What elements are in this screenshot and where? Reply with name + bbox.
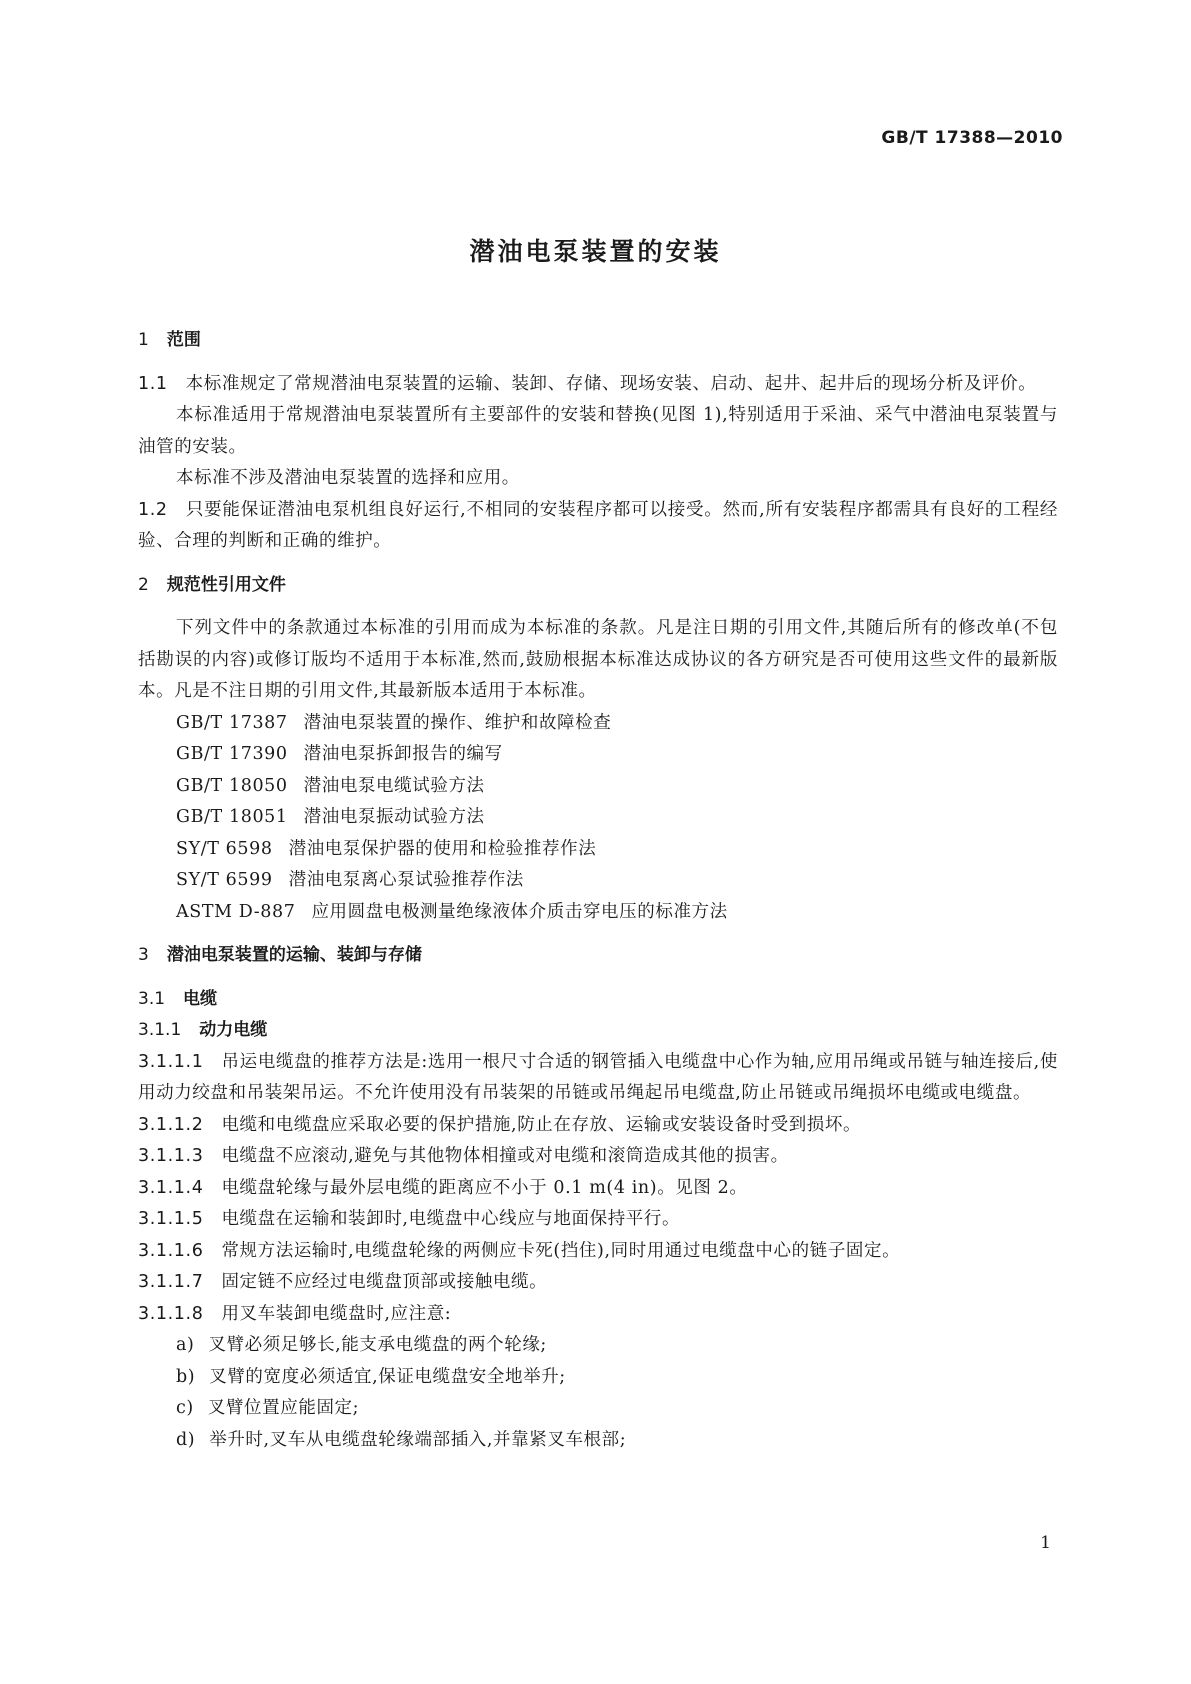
list-label: a): [176, 1335, 195, 1355]
document-title: 潜油电泵装置的安装: [469, 237, 722, 266]
list-label: c): [176, 1398, 194, 1418]
section-title: 范围: [166, 330, 201, 350]
clause-text: 电缆盘不应滚动,避免与其他物体相撞或对电缆和滚筒造成其他的损害。: [221, 1146, 789, 1166]
clause-text: 本标准规定了常规潜油电泵装置的运输、装卸、存储、现场安装、启动、起井、起井后的现场分析及评价。: [185, 373, 1037, 394]
clause-3-1-1-1: [138, 1047, 1058, 1110]
section-title: 潜油电泵装置的运输、装卸与存储: [166, 945, 422, 965]
clause-3-1-1-2: [138, 1110, 1058, 1142]
clause-number: 3.1.1.4: [138, 1177, 204, 1198]
clause-text: 吊运电缆盘的推荐方法是:选用一根尺寸合适的钢管插入电缆盘中心作为轴,应用吊绳或吊链与轴连接后,使用动力绞盘和吊装架吊运。不允许使用没有吊装架的吊链或吊绳起吊电缆盘,防止吊链或吊绳损坏电缆或电缆盘。: [138, 1051, 1058, 1103]
reference-code: SY/T 6599: [176, 870, 273, 890]
references-intro: 下列文件中的条款通过本标准的引用而成为本标准的条款。凡是注日期的引用文件,其随后所有的修改单(不包括勘误的内容)或修订版均不适用于本标准,然而,鼓励根据本标准达成协议的各方研究是否可使用这些文件的最新版本。凡是不注日期的引用文件,其最新版本适用于本标准。: [138, 618, 1058, 701]
clause-number: 1.1: [138, 373, 168, 394]
list-label: d): [176, 1429, 196, 1450]
reference-code: GB/T 17390: [176, 744, 288, 764]
subsection-number: 3.1: [138, 988, 166, 1009]
list-text: 叉臂必须足够长,能支承电缆盘的两个轮缘;: [208, 1335, 547, 1355]
reference-item: [138, 802, 1058, 834]
reference-item: [138, 865, 1058, 897]
clause-3-1-1-4: [138, 1173, 1058, 1205]
reference-item: [138, 771, 1058, 803]
clause-number: 3.1.1.7: [138, 1272, 204, 1292]
section-2-heading: [138, 570, 1058, 602]
section-number: 2: [138, 574, 149, 595]
reference-title: 潜油电泵保护器的使用和检验推荐作法: [288, 838, 597, 859]
clause-1-2: [138, 495, 1058, 558]
list-item: [138, 1362, 1058, 1394]
section-number: 3: [138, 945, 149, 965]
clause-3-1-1-5: [138, 1204, 1058, 1236]
reference-code: GB/T 18050: [176, 775, 288, 796]
list-item: [138, 1425, 1058, 1457]
page-number: 1: [1040, 1533, 1051, 1553]
standard-code: GB/T 17388—2010: [881, 128, 1063, 148]
reference-item: [138, 897, 1058, 929]
clause-1-1: [138, 369, 1058, 401]
clause-number: 3.1.1.6: [138, 1240, 204, 1261]
reference-item: [138, 739, 1058, 771]
clause-number: 1.2: [138, 499, 168, 520]
clause-text: 只要能保证潜油电泵机组良好运行,不相同的安装程序都可以接受。然而,所有安装程序都需具有良好的工程经验、合理的判断和正确的维护。: [138, 499, 1058, 551]
section-number: 1: [138, 330, 149, 350]
list-label: b): [176, 1366, 196, 1387]
list-text: 举升时,叉车从电缆盘轮缘端部插入,并靠紧叉车根部;: [209, 1429, 627, 1450]
subsection-3-1-heading: [138, 984, 1058, 1016]
clause-text: 电缆盘轮缘与最外层电缆的距离应不小于 0.1 m(4 in)。见图 2。: [221, 1177, 748, 1198]
clause-text: 电缆盘在运输和装卸时,电缆盘中心线应与地面保持平行。: [221, 1209, 681, 1229]
clause-3-1-1-3: [138, 1141, 1058, 1173]
section-title: 规范性引用文件: [166, 574, 286, 595]
list-text: 叉臂位置应能固定;: [207, 1398, 360, 1418]
list-text: 叉臂的宽度必须适宜,保证电缆盘安全地举升;: [209, 1366, 566, 1387]
paragraph: 本标准不涉及潜油电泵装置的选择和应用。: [176, 468, 520, 488]
reference-title: 应用圆盘电极测量绝缘液体介质击穿电压的标准方法: [311, 901, 728, 922]
clause-number: 3.1.1.1: [138, 1051, 204, 1072]
subsection-title: 电缆: [183, 988, 218, 1009]
clause-3-1-1-8: [138, 1299, 1058, 1331]
reference-code: ASTM D-887: [176, 901, 296, 922]
reference-title: 潜油电泵装置的操作、维护和故障检查: [303, 712, 612, 733]
list-item: [138, 1330, 1058, 1362]
subsection-title: 动力电缆: [199, 1020, 268, 1040]
clause-number: 3.1.1.2: [138, 1114, 204, 1135]
clause-text: 用叉车装卸电缆盘时,应注意:: [221, 1303, 452, 1324]
subsection-number: 3.1.1: [138, 1020, 182, 1040]
clause-3-1-1-6: [138, 1236, 1058, 1268]
section-1-heading: [138, 325, 1058, 357]
clause-3-1-1-7: [138, 1267, 1058, 1299]
reference-code: GB/T 17387: [176, 712, 288, 733]
clause-text: 电缆和电缆盘应采取必要的保护措施,防止在存放、运输或安装设备时受到损坏。: [221, 1114, 862, 1135]
reference-title: 潜油电泵拆卸报告的编写: [303, 744, 503, 764]
reference-title: 潜油电泵电缆试验方法: [303, 775, 485, 796]
reference-item: [138, 708, 1058, 740]
paragraph: 本标准适用于常规潜油电泵装置所有主要部件的安装和替换(见图 1),特别适用于采油、采气中潜油电泵装置与油管的安装。: [138, 405, 1058, 457]
reference-title: 潜油电泵离心泵试验推荐作法: [288, 870, 524, 890]
document-body: [138, 325, 1058, 1456]
clause-text: 固定链不应经过电缆盘顶部或接触电缆。: [221, 1272, 548, 1292]
subsection-3-1-1-heading: [138, 1015, 1058, 1047]
reference-title: 潜油电泵振动试验方法: [303, 807, 485, 827]
clause-number: 3.1.1.8: [138, 1303, 204, 1324]
list-item: [138, 1393, 1058, 1425]
reference-item: [138, 834, 1058, 866]
clause-number: 3.1.1.5: [138, 1209, 204, 1229]
reference-code: SY/T 6598: [176, 838, 273, 859]
reference-code: GB/T 18051: [176, 807, 288, 827]
clause-number: 3.1.1.3: [138, 1146, 204, 1166]
clause-text: 常规方法运输时,电缆盘轮缘的两侧应卡死(挡住),同时用通过电缆盘中心的链子固定。: [221, 1240, 901, 1261]
section-3-heading: [138, 940, 1058, 972]
